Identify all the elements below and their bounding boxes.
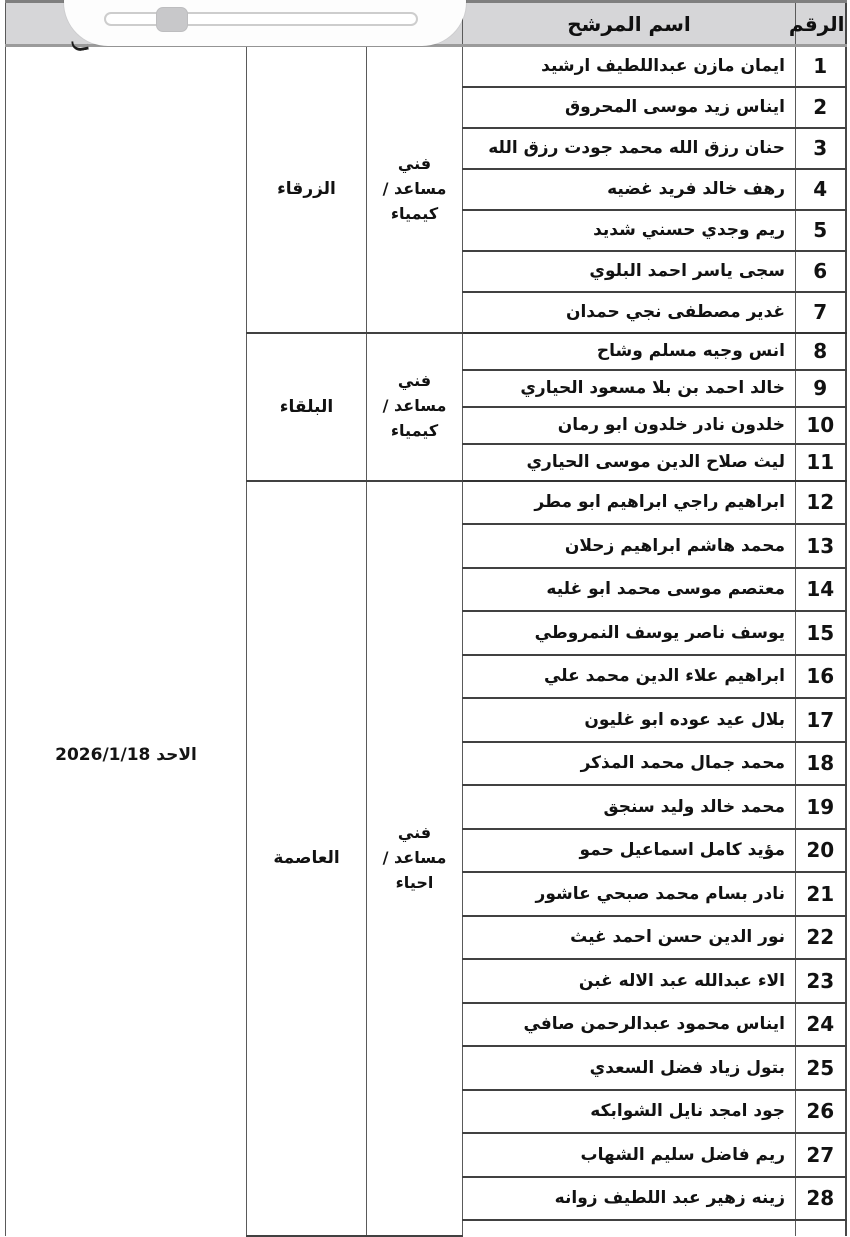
candidate-name-cell: ايناس زيد موسى المحروق: [463, 87, 796, 128]
candidate-name-cell: ابراهيم علاء الدين محمد علي: [463, 655, 796, 699]
row-number-cell: 5: [796, 210, 846, 251]
row-number-cell: 8: [796, 333, 846, 370]
row-number-cell: [796, 1220, 846, 1236]
candidate-name-cell: ايناس محمود عبدالرحمن صافي: [463, 1003, 796, 1047]
row-number-cell: 7: [796, 292, 846, 333]
candidate-name-cell: حنان رزق الله محمد جودت رزق الله: [463, 128, 796, 169]
candidate-name-cell: انس وجيه مسلم وشاح: [463, 333, 796, 370]
slider-track[interactable]: [104, 12, 418, 26]
row-number-cell: 16: [796, 655, 846, 699]
row-number-cell: 14: [796, 568, 846, 612]
candidate-name-cell: مؤيد كامل اسماعيل حمو: [463, 829, 796, 873]
region-cell: البلقاء: [247, 333, 367, 481]
row-number-cell: 4: [796, 169, 846, 210]
candidate-name-cell: سجى ياسر احمد البلوي: [463, 251, 796, 292]
specialty-cell: فني مساعد / كيمياء: [367, 333, 463, 481]
candidate-name-cell: يوسف ناصر يوسف النمروطي: [463, 611, 796, 655]
candidate-name-cell: الاء عبدالله عبد الاله غبن: [463, 959, 796, 1003]
row-number-cell: 18: [796, 742, 846, 786]
row-number-cell: 19: [796, 785, 846, 829]
row-number-cell: 20: [796, 829, 846, 873]
candidate-name-cell: زينه زهير عبد اللطيف زوانه: [463, 1177, 796, 1221]
row-number-cell: 13: [796, 524, 846, 568]
row-number-cell: 12: [796, 481, 846, 525]
row-number-cell: 17: [796, 698, 846, 742]
candidate-name-cell: ابراهيم راجي ابراهيم ابو مطر: [463, 481, 796, 525]
row-number-cell: 25: [796, 1046, 846, 1090]
slider-thumb[interactable]: [156, 7, 188, 32]
row-number-cell: 10: [796, 407, 846, 444]
row-number-cell: 6: [796, 251, 846, 292]
candidate-name-cell: ايمان مازن عبداللطيف ارشيد: [463, 46, 796, 87]
row-number-cell: 11: [796, 444, 846, 481]
header-number: الرقم: [796, 2, 846, 46]
candidate-name-cell: خالد احمد بن بلا مسعود الحياري: [463, 370, 796, 407]
row-number-cell: 28: [796, 1177, 846, 1221]
specialty-cell: فني مساعد / احياء: [367, 481, 463, 1237]
candidate-name-cell: ريم وجدي حسني شديد: [463, 210, 796, 251]
header-candidate-name: اسم المرشح: [463, 2, 796, 46]
region-cell: الزرقاء: [247, 46, 367, 333]
candidate-name-cell: ليث صلاح الدين موسى الحياري: [463, 444, 796, 481]
row-number-cell: 26: [796, 1090, 846, 1134]
session-date: الاحد 2026/1/18: [55, 745, 197, 765]
candidate-name-cell: بلال عيد عوده ابو غليون: [463, 698, 796, 742]
candidate-name-cell: محمد هاشم ابراهيم زحلان: [463, 524, 796, 568]
row-number-cell: 3: [796, 128, 846, 169]
row-number-cell: 15: [796, 611, 846, 655]
candidates-table: [5, 0, 847, 1237]
candidate-name-cell: بتول زياد فضل السعدي: [463, 1046, 796, 1090]
row-number-cell: 1: [796, 46, 846, 87]
roster-body: [6, 46, 846, 1237]
row-number-cell: 24: [796, 1003, 846, 1047]
candidate-name-cell: نادر بسام محمد صبحي عاشور: [463, 872, 796, 916]
date-cell: [6, 46, 247, 1237]
row-number-cell: 9: [796, 370, 846, 407]
row-number-cell: 22: [796, 916, 846, 960]
candidate-name-cell: محمد جمال محمد المذكر: [463, 742, 796, 786]
candidate-name-cell: ريم فاضل سليم الشهاب: [463, 1133, 796, 1177]
candidate-name-cell: جود امجد نايل الشوابكه: [463, 1090, 796, 1134]
candidate-name-cell: غدير مصطفى نجي حمدان: [463, 292, 796, 333]
zoom-slider-pill: [64, 0, 466, 46]
candidate-name-cell: محمد خالد وليد سنجق: [463, 785, 796, 829]
row-number-cell: 2: [796, 87, 846, 128]
candidate-name-cell: [463, 1220, 796, 1236]
candidate-name-cell: معتصم موسى محمد ابو غليه: [463, 568, 796, 612]
specialty-cell: فني مساعد / كيمياء: [367, 46, 463, 333]
candidate-name-cell: رهف خالد فريد غضيه: [463, 169, 796, 210]
row-number-cell: 21: [796, 872, 846, 916]
candidate-name-cell: نور الدين حسن احمد غيث: [463, 916, 796, 960]
region-cell: العاصمة: [247, 481, 367, 1237]
row-number-cell: 23: [796, 959, 846, 1003]
candidate-name-cell: خلدون نادر خلدون ابو رمان: [463, 407, 796, 444]
table-row: [6, 46, 846, 87]
row-number-cell: 27: [796, 1133, 846, 1177]
